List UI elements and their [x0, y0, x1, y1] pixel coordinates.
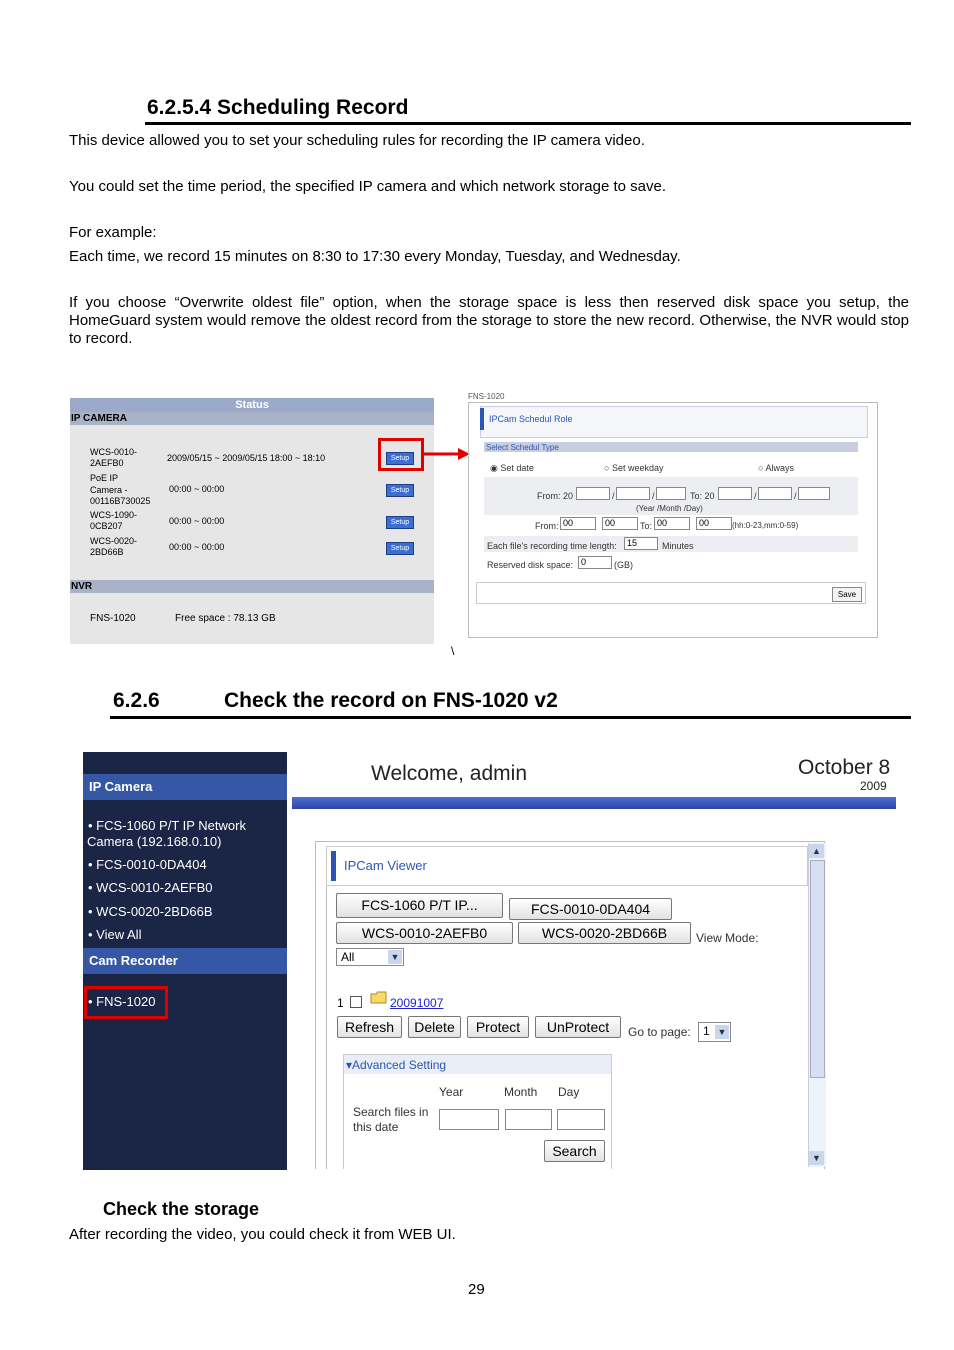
paragraph: Each time, we record 15 minutes on 8:30 to 17:30 every Monday, Tuesday, and Wednesday.: [69, 248, 681, 265]
scroll-thumb[interactable]: [810, 860, 825, 1078]
sidebar-item-camera-ip[interactable]: Camera (192.168.0.10): [87, 834, 222, 849]
paragraph: For example:: [69, 224, 157, 241]
to-minute-input[interactable]: 00: [696, 517, 732, 530]
from-date-label: From: 20: [537, 491, 574, 501]
paragraph: If you choose “Overwrite oldest file” option, when the storage space is less then reserved disk space you setup, the HomeGuard system would remove the oldest record from the storage to store the new record. Otherwise, the NVR would stop to record.: [69, 294, 909, 347]
sidebar-item-camera[interactable]: • WCS-0010-2AEFB0: [88, 880, 213, 895]
camera-name: 2BD66B: [90, 547, 124, 557]
protect-button[interactable]: Protect: [467, 1016, 529, 1038]
camera-name: Camera -: [90, 485, 128, 495]
reserved-label: Reserved disk space:: [487, 560, 574, 570]
heading-rule: [145, 122, 911, 125]
status-panel: [70, 398, 434, 644]
length-unit: Minutes: [662, 541, 694, 551]
search-month-input[interactable]: [505, 1109, 552, 1130]
from-time-label: From:: [535, 521, 559, 531]
ip-camera-section: IP CAMERA: [70, 412, 434, 425]
camera-name: WCS-0020-: [90, 536, 138, 546]
goto-page-label: Go to page:: [628, 1025, 691, 1039]
stray-backslash: \: [451, 644, 455, 658]
arrow-right-icon: [424, 446, 472, 462]
folder-icon: [370, 991, 387, 1004]
sidebar-item-camera[interactable]: • FCS-0010-0DA404: [88, 857, 207, 872]
from-minute-input[interactable]: 00: [602, 517, 638, 530]
nvr-section: NVR: [70, 580, 434, 593]
camera-button[interactable]: FCS-1060 P/T IP...: [336, 893, 503, 918]
sidebar-header-ip-camera[interactable]: IP Camera: [83, 774, 287, 800]
radio-set-weekday[interactable]: ○ Set weekday: [604, 463, 664, 473]
save-button[interactable]: Save: [832, 587, 862, 602]
storage-text: After recording the video, you could check it from WEB UI.: [69, 1226, 456, 1243]
refresh-button[interactable]: Refresh: [337, 1016, 402, 1038]
search-date-label: Search files in: [353, 1105, 429, 1119]
free-space: Free space : 78.13 GB: [175, 613, 276, 624]
sidebar: [83, 752, 287, 1170]
camera-name: 2AEFB0: [90, 458, 124, 468]
search-date-label: this date: [353, 1120, 399, 1134]
status-title: Status: [70, 398, 434, 412]
camera-name: 00116B730025: [90, 496, 151, 506]
folder-link[interactable]: 20091007: [390, 996, 444, 1010]
camera-schedule: 00:00 ~ 00:00: [169, 542, 225, 552]
sidebar-item-camera[interactable]: • FCS-1060 P/T IP Network: [88, 818, 246, 833]
setup-button[interactable]: Setup: [386, 516, 414, 529]
day-label: Day: [558, 1085, 580, 1099]
date-text: October 8: [798, 756, 891, 779]
row-checkbox[interactable]: [350, 996, 362, 1008]
year-text: 2009: [860, 779, 887, 793]
camera-button[interactable]: FCS-0010-0DA404: [509, 898, 672, 920]
scroll-down-icon[interactable]: ▼: [809, 1151, 824, 1165]
reserved-input[interactable]: 0: [578, 556, 612, 569]
from-year-input[interactable]: [576, 487, 610, 500]
camera-schedule: 00:00 ~ 00:00: [169, 484, 225, 494]
from-day-input[interactable]: [656, 487, 686, 500]
page-select[interactable]: 1 ▼: [698, 1022, 731, 1042]
header-bar: [292, 797, 896, 809]
filter-select[interactable]: All ▼: [336, 948, 404, 966]
camera-schedule: 00:00 ~ 00:00: [169, 516, 225, 526]
from-hour-input[interactable]: 00: [560, 517, 596, 530]
paragraph: This device allowed you to set your scheduling rules for recording the IP camera video.: [69, 132, 645, 149]
unprotect-button[interactable]: UnProtect: [535, 1016, 621, 1038]
camera-name: WCS-0010-: [90, 447, 138, 457]
search-day-input[interactable]: [557, 1109, 605, 1130]
viewer-title: IPCam Viewer: [344, 858, 427, 873]
section-number: 6.2.6: [113, 689, 160, 712]
advanced-setting-toggle[interactable]: ▾Advanced Setting: [346, 1058, 447, 1072]
to-year-input[interactable]: [718, 487, 752, 500]
panel-title: IPCam Schedul Role: [489, 414, 573, 424]
reserved-unit: (GB): [614, 560, 633, 570]
from-month-input[interactable]: [616, 487, 650, 500]
welcome-text: Welcome, admin: [371, 762, 528, 785]
view-mode-label: View Mode:: [696, 931, 759, 945]
chevron-down-icon: ▼: [388, 950, 402, 964]
radio-set-date[interactable]: ◉ Set date: [490, 463, 534, 473]
month-label: Month: [504, 1085, 538, 1099]
search-button[interactable]: Search: [544, 1140, 605, 1162]
nvr-name: FNS-1020: [90, 613, 136, 624]
camera-name: PoE IP: [90, 473, 119, 483]
camera-button[interactable]: WCS-0010-2AEFB0: [336, 922, 513, 944]
sidebar-header-cam-recorder[interactable]: Cam Recorder: [83, 948, 287, 974]
storage-heading: Check the storage: [103, 1199, 260, 1219]
sidebar-item-camera[interactable]: • WCS-0020-2BD66B: [88, 904, 213, 919]
length-label: Each file's recording time length:: [487, 541, 617, 551]
camera-schedule: 2009/05/15 ~ 2009/05/15 18:00 ~ 18:10: [167, 453, 326, 463]
page-number: 29: [468, 1281, 485, 1298]
length-input[interactable]: 15: [624, 537, 658, 550]
row-index: 1: [337, 996, 344, 1010]
heading-rule: [110, 716, 911, 719]
search-year-input[interactable]: [439, 1109, 499, 1130]
paragraph: You could set the time period, the specified IP camera and which network storage to save.: [69, 178, 667, 195]
year-label: Year: [439, 1085, 464, 1099]
sidebar-item-fns[interactable]: • FNS-1020: [88, 994, 156, 1009]
camera-name: 0CB207: [90, 521, 123, 531]
to-time-label: To:: [640, 521, 653, 531]
ymd-hint: (Year /Month /Day): [636, 504, 703, 513]
sidebar-item-view-all[interactable]: • View All: [88, 927, 142, 942]
to-date-label: To: 20: [690, 491, 715, 501]
section-label: Select Schedul Type: [486, 443, 559, 452]
schedule-panel: FNS-1020 IPCam Schedul Role Select Schedul Type ◉ Set date ○ Set weekday ○ Always From: 20 / / To: 20 / / (Year /Month /Day) From: 00 00 To: 00 00 (hh:0-23,mm:0-59) Each file's recording time length: 15 Minutes Reserved disk space: 0 (GB) Save: [468, 392, 880, 642]
scroll-up-icon[interactable]: ▲: [809, 844, 824, 858]
hm-hint: (hh:0-23,mm:0-59): [732, 521, 799, 530]
device-label: FNS-1020: [468, 392, 505, 401]
setup-button[interactable]: Setup: [386, 484, 414, 497]
section-heading: 6.2.5.4 Scheduling Record: [147, 96, 409, 119]
chevron-down-icon: ▼: [715, 1025, 729, 1039]
camera-button[interactable]: WCS-0020-2BD66B: [518, 922, 691, 944]
to-month-input[interactable]: [758, 487, 792, 500]
camera-name: WCS-1090-: [90, 510, 138, 520]
delete-button[interactable]: Delete: [408, 1016, 461, 1038]
highlight-box: [378, 438, 424, 471]
to-day-input[interactable]: [798, 487, 830, 500]
setup-button[interactable]: Setup: [386, 542, 414, 555]
section-title: Check the record on FNS-1020 v2: [224, 689, 558, 712]
setup-button[interactable]: Setup: [386, 452, 414, 465]
radio-always[interactable]: ○ Always: [758, 463, 794, 473]
highlight-box: [84, 986, 168, 1019]
to-hour-input[interactable]: 00: [654, 517, 690, 530]
